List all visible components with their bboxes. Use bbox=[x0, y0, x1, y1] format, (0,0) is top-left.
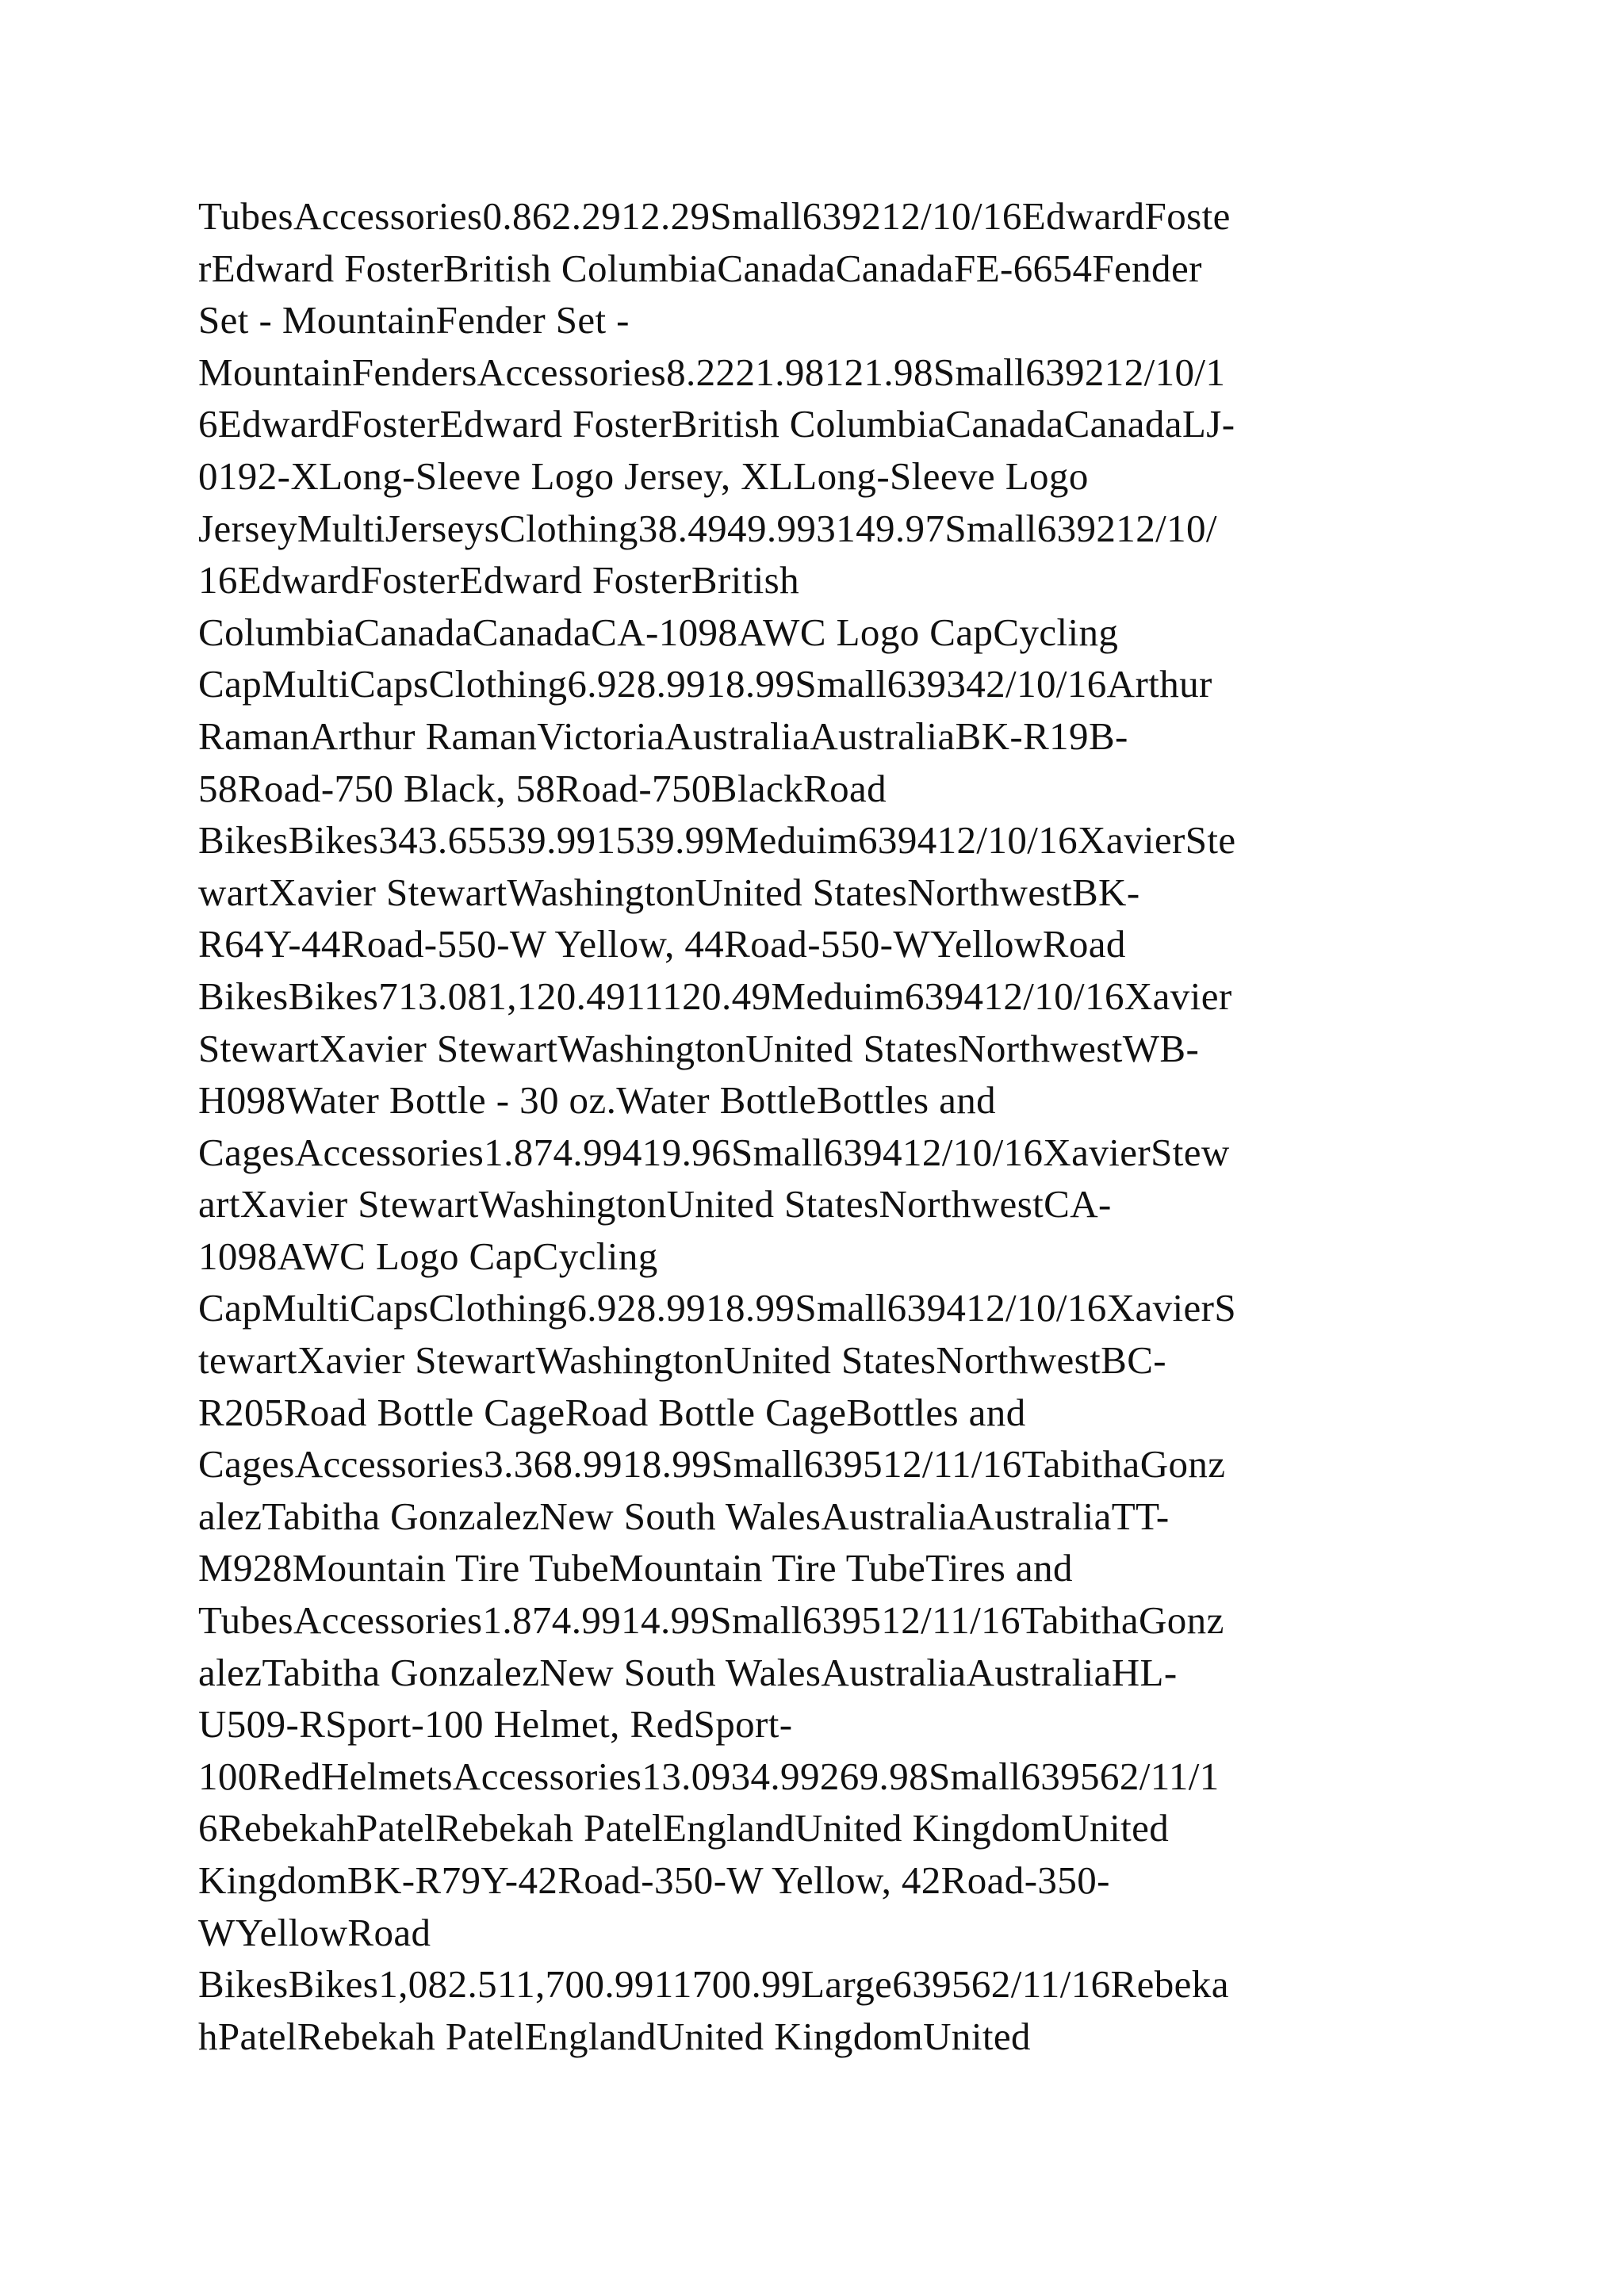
text-line-23: tewartXavier StewartWashingtonUnited StatesNorthwestBC- bbox=[198, 1338, 1167, 1383]
text-line-36: hPatelRebekah PatelEnglandUnited KingdomUnited bbox=[198, 2014, 1031, 2058]
text-line-6: 0192-XLong-Sleeve Logo Jersey, XLLong-Sleeve Logo bbox=[198, 453, 1089, 498]
text-line-1: TubesAccessories0.862.2912.29Small639212/10/16EdwardFoste bbox=[198, 194, 1231, 238]
text-line-29: alezTabitha GonzalezNew South WalesAustraliaAustraliaHL- bbox=[198, 1650, 1178, 1694]
text-line-16: BikesBikes713.081,120.4911120.49Meduim639412/10/16Xavier bbox=[198, 974, 1232, 1018]
text-line-11: RamanArthur RamanVictoriaAustraliaAustraliaBK-R19B- bbox=[198, 714, 1128, 758]
text-line-18: H098Water Bottle - 30 oz.Water BottleBottles and bbox=[198, 1078, 997, 1123]
text-line-10: CapMultiCapsClothing6.928.9918.99Small639342/10/16Arthur bbox=[198, 662, 1212, 706]
text-line-21: 1098AWC Logo CapCycling bbox=[198, 1234, 658, 1278]
text-line-2: rEdward FosterBritish ColumbiaCanadaCanadaFE-6654Fender bbox=[198, 246, 1202, 290]
text-line-33: KingdomBK-R79Y-42Road-350-W Yellow, 42Road-350- bbox=[198, 1858, 1110, 1902]
text-line-22: CapMultiCapsClothing6.928.9918.99Small639412/10/16XavierS bbox=[198, 1286, 1237, 1330]
text-line-31: 100RedHelmetsAccessories13.0934.99269.98Small639562/11/1 bbox=[198, 1754, 1220, 1798]
text-line-35: BikesBikes1,082.511,700.9911700.99Large639562/11/16Rebeka bbox=[198, 1962, 1229, 2007]
text-line-8: 16EdwardFosterEdward FosterBritish bbox=[198, 558, 800, 603]
text-line-20: artXavier StewartWashingtonUnited StatesNorthwestCA- bbox=[198, 1182, 1112, 1226]
text-line-19: CagesAccessories1.874.99419.96Small639412/10/16XavierStew bbox=[198, 1130, 1230, 1174]
text-line-24: R205Road Bottle CageRoad Bottle CageBottles and bbox=[198, 1390, 1026, 1434]
text-line-30: U509-RSport-100 Helmet, RedSport- bbox=[198, 1702, 793, 1747]
text-line-14: wartXavier StewartWashingtonUnited StatesNorthwestBK- bbox=[198, 870, 1140, 914]
text-line-34: WYellowRoad bbox=[198, 1910, 431, 1954]
text-line-7: JerseyMultiJerseysClothing38.4949.993149.97Small639212/10/ bbox=[198, 506, 1217, 550]
text-line-25: CagesAccessories3.368.9918.99Small639512/11/16TabithaGonz bbox=[198, 1442, 1226, 1487]
text-line-26: alezTabitha GonzalezNew South WalesAustraliaAustraliaTT- bbox=[198, 1494, 1170, 1538]
text-line-17: StewartXavier StewartWashingtonUnited StatesNorthwestWB- bbox=[198, 1026, 1200, 1070]
text-line-9: ColumbiaCanadaCanadaCA-1098AWC Logo CapCycling bbox=[198, 610, 1119, 654]
text-line-5: 6EdwardFosterEdward FosterBritish ColumbiaCanadaCanadaLJ- bbox=[198, 402, 1235, 446]
text-line-15: R64Y-44Road-550-W Yellow, 44Road-550-WYellowRoad bbox=[198, 922, 1126, 966]
document-body-text bbox=[198, 190, 1435, 2062]
text-line-13: BikesBikes343.65539.991539.99Meduim639412/10/16XavierSte bbox=[198, 818, 1236, 863]
text-line-32: 6RebekahPatelRebekah PatelEnglandUnited KingdomUnited bbox=[198, 1806, 1170, 1850]
text-line-4: MountainFendersAccessories8.2221.98121.98Small639212/10/1 bbox=[198, 350, 1226, 394]
text-line-28: TubesAccessories1.874.9914.99Small639512/11/16TabithaGonz bbox=[198, 1598, 1224, 1643]
text-line-12: 58Road-750 Black, 58Road-750BlackRoad bbox=[198, 766, 887, 810]
text-line-27: M928Mountain Tire TubeMountain Tire TubeTires and bbox=[198, 1546, 1073, 1590]
text-line-3: Set - MountainFender Set - bbox=[198, 298, 630, 342]
